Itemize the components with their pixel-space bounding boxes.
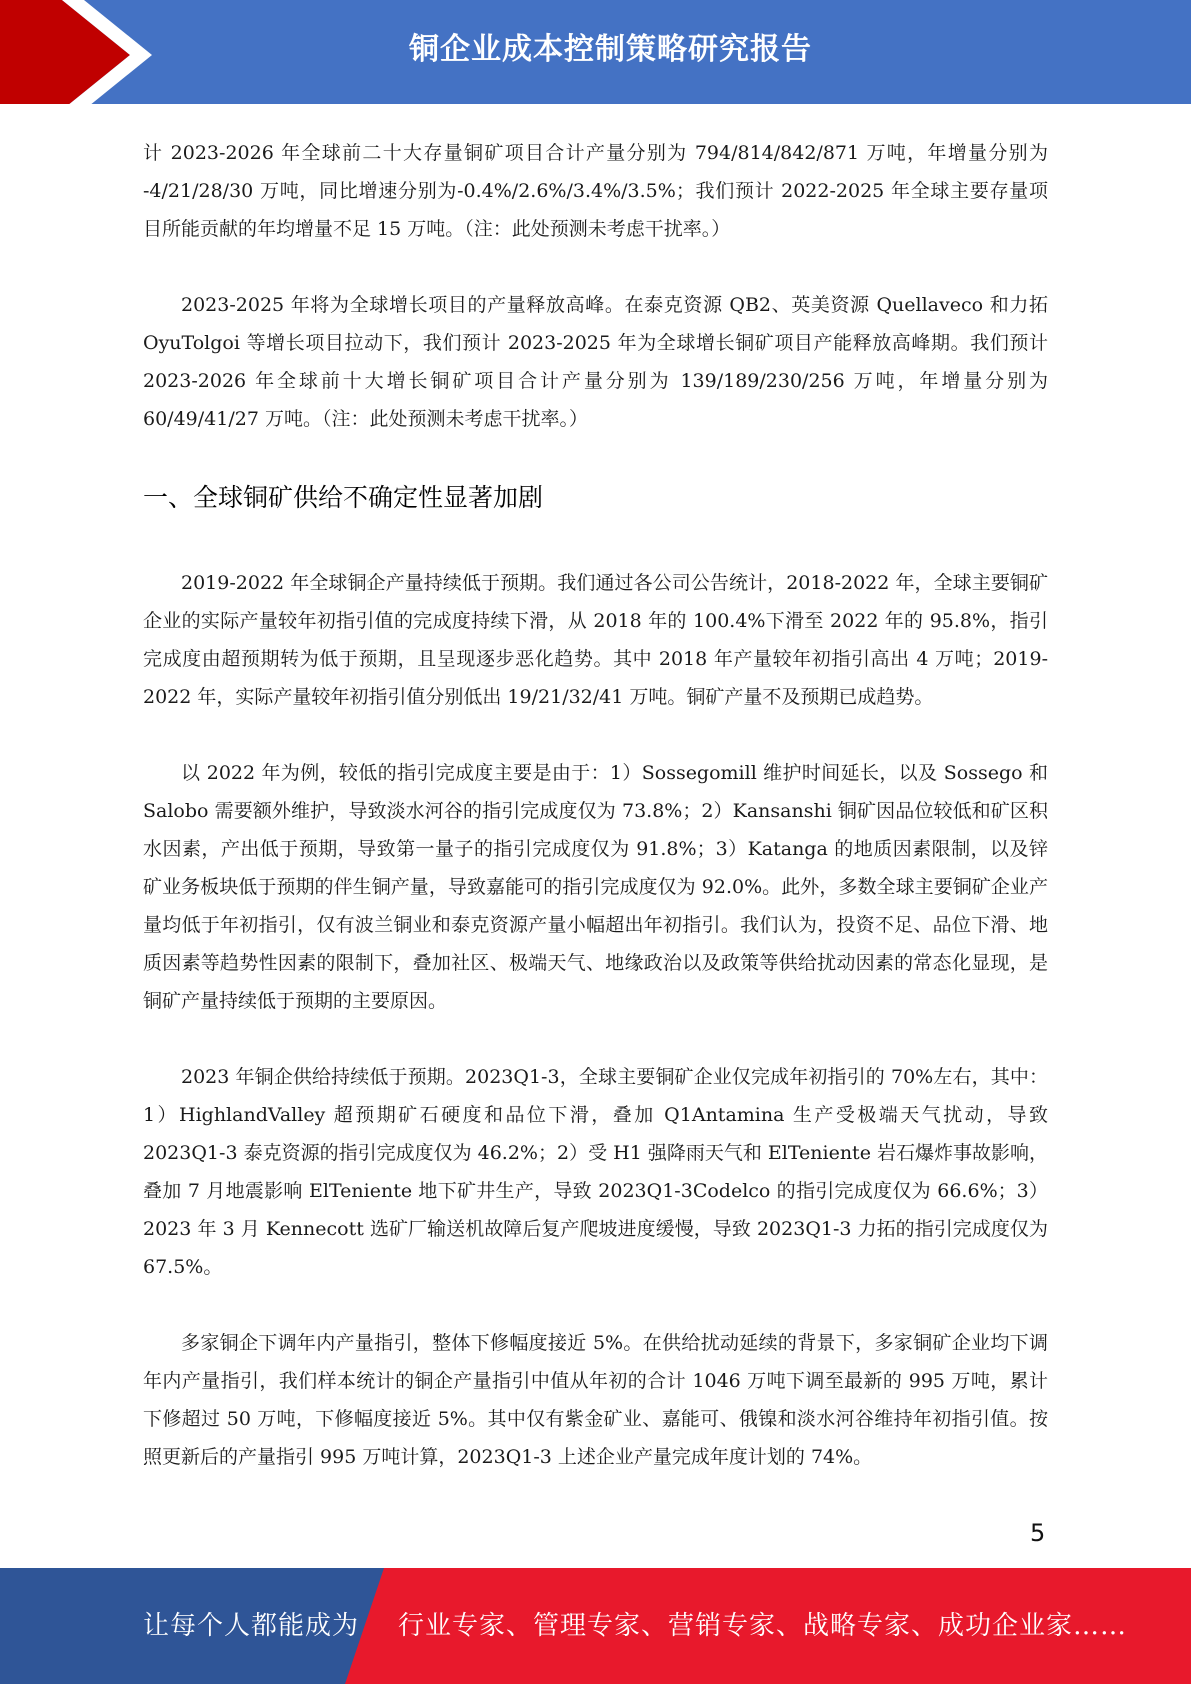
page-number: 5 [1030, 1519, 1046, 1547]
paragraph: 以 2022 年为例，较低的指引完成度主要是由于：1）Sossegomill 维护时间延长，以及 Sossego 和 Salobo 需要额外维护，导致淡水河谷的指引完成度仅为 73.8%；2）Kansanshi 铜矿因品位较低和矿区积水因素，产出低于预期，导致第一量子的指引完成度仅为 91.8%；3）Katanga 的地质因素限制，以及锌矿业务板块低于预期的伴生铜产量，导致嘉能可的指引完成度仅为 92.0%。此外，多数全球主要铜矿企业产量均低于年初指引，仅有波兰铜业和泰克资源产量小幅超出年初指引。我们认为，投资不足、品位下滑、地质因素等趋势性因素的限制下，叠加社区、极端天气、地缘政治以及政策等供给扰动因素的常态化显现，是铜矿产量持续低于预期的主要原因。 [143, 762, 1048, 1012]
paragraph: 2019-2022 年全球铜企产量持续低于预期。我们通过各公司公告统计，2018-2022 年，全球主要铜矿企业的实际产量较年初指引值的完成度持续下滑，从 2018 年的 100.4%下滑至 2022 年的 95.8%，指引完成度由超预期转为低于预期，且呈现逐步恶化趋势。其中 2018 年产量较年初指引高出 4 万吨；2019-2022 年，实际产量较年初指引值分别低出 19/21/32/41 万吨。铜矿产量不及预期已成趋势。 [143, 572, 1048, 708]
header-banner [0, 0, 1191, 110]
header-bottom-gap [0, 104, 1191, 110]
paragraph: 多家铜企下调年内产量指引，整体下修幅度接近 5%。在供给扰动延续的背景下，多家铜矿企业均下调年内产量指引，我们样本统计的铜企产量指引中值从年初的合计 1046 万吨下调至最新的 995 万吨，累计下修超过 50 万吨，下修幅度接近 5%。其中仅有紫金矿业、嘉能可、俄镍和淡水河谷维持年初指引值。按照更新后的产量指引 995 万吨计算，2023Q1-3 上述企业产量完成年度计划的 74%。 [143, 1332, 1048, 1468]
paragraph: 2023-2025 年将为全球增长项目的产量释放高峰。在泰克资源 QB2、英美资源 Quellaveco 和力拓 OyuTolgoi 等增长项目拉动下，我们预计 2023-2025 年为全球增长铜矿项目产能释放高峰期。我们预计 2023-2026 年全球前十大增长铜矿项目合计产量分别为 139/189/230/256 万吨，年增量分别为 60/49/41/27 万吨。（注：此处预测未考虑干扰率。） [143, 294, 1048, 430]
document-body [143, 134, 1048, 1514]
document-title: 铜企业成本控制策略研究报告 [409, 32, 812, 67]
footer-slogan-right: 行业专家、管理专家、营销专家、战略专家、成功企业家…… [398, 1611, 1128, 1641]
section-heading: 一、全球铜矿供给不确定性显著加剧 [143, 483, 544, 512]
footer-slogan-left: 让每个人都能成为 [143, 1611, 360, 1641]
paragraph: 计 2023-2026 年全球前二十大存量铜矿项目合计产量分别为 794/814/842/871 万吨，年增量分别为 -4/21/28/30 万吨，同比增速分别为-0.4%/2.6%/3.4%/3.5%；我们预计 2022-2025 年全球主要存量项目所能贡献的年均增量不足 15 万吨。（注：此处预测未考虑干扰率。） [143, 142, 1048, 240]
footer-banner [0, 1568, 1191, 1684]
paragraph: 2023 年铜企供给持续低于预期。2023Q1-3，全球主要铜矿企业仅完成年初指引的 70%左右，其中：1）HighlandValley 超预期矿石硬度和品位下滑，叠加 Q1Antamina 生产受极端天气扰动，导致 2023Q1-3 泰克资源的指引完成度仅为 46.2%；2）受 H1 强降雨天气和 ElTeniente 岩石爆炸事故影响，叠加 7 月地震影响 ElTeniente 地下矿井生产，导致 2023Q1-3Codelco 的指引完成度仅为 66.6%；3）2023 年 3 月 Kennecott 选矿厂输送机故障后复产爬坡进度缓慢，导致 2023Q1-3 力拓的指引完成度仅为 67.5%。 [143, 1066, 1048, 1278]
